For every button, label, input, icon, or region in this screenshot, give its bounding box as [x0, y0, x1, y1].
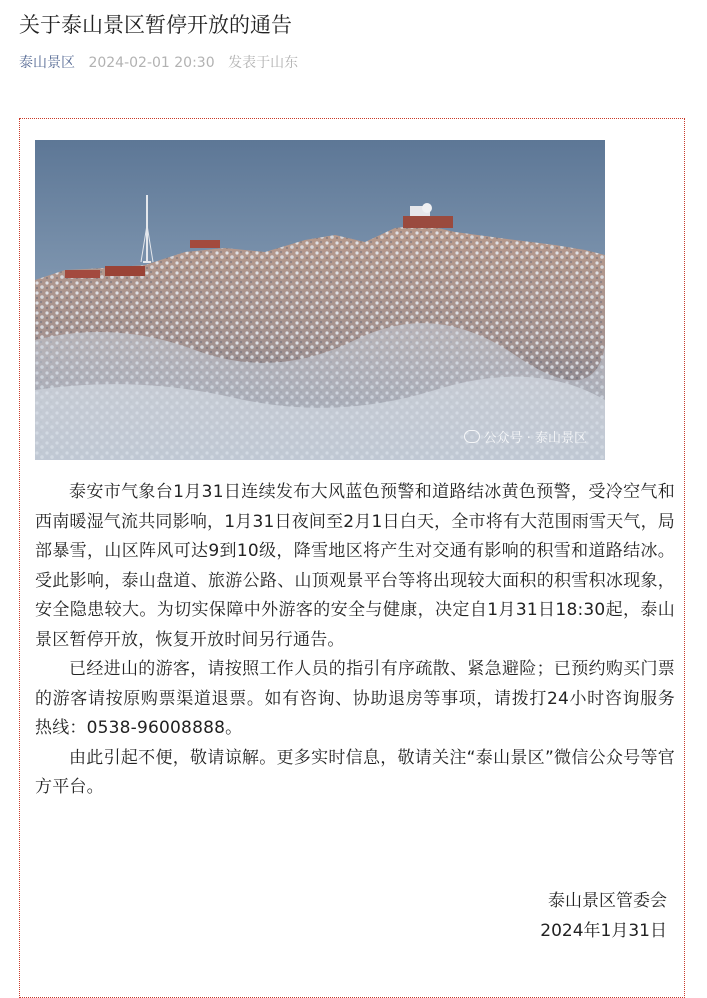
account-name-link[interactable]: 泰山景区 — [19, 55, 75, 71]
snowy-mountain-image — [35, 140, 605, 460]
signature-date: 2024年1月31日 — [540, 921, 667, 941]
signature-block — [540, 886, 667, 946]
paragraph: 由此引起不便，敬请谅解。更多实时信息，敬请关注“泰山景区”微信公众号等官方平台。 — [35, 747, 675, 797]
paragraph: 已经进山的游客，请按照工作人员的指引有序疏散、紧急避险；已预约购买门票的游客请按原购票渠道退票。如有咨询、协助退房等事项，请拨打24小时咨询服务热线：0538-96008888。 — [35, 659, 675, 738]
signature-org: 泰山景区管委会 — [548, 891, 667, 911]
paragraph: 泰安市气象台1月31日连续发布大风蓝色预警和道路结冰黄色预警，受冷空气和西南暖湿气流共同影响，1月31日夜间至2月1日白天，全市将有大范围雨雪天气，局部暴雪，山区阵风可达9到10级，降雪地区将产生对交通有影响的积雪和道路结冰。受此影响，泰山盘道、旅游公路、山顶观景平台等将出现较大面积的积雪积冰现象，安全隐患较大。为切实保障中外游客的安全与健康，决定自1月31日18:30起，泰山景区暂停开放，恢复开放时间另行通告。 — [35, 482, 675, 650]
article-body — [35, 478, 675, 803]
article-title: 关于泰山景区暂停开放的通告 — [19, 13, 292, 37]
wechat-icon — [464, 430, 480, 443]
watermark — [464, 427, 587, 446]
mountain-photo[interactable] — [35, 140, 605, 460]
watermark-text: 公众号 · 泰山景区 — [483, 431, 587, 446]
publish-location: 发表于山东 — [228, 55, 299, 71]
article-meta — [19, 53, 298, 73]
publish-date: 2024-02-01 20:30 — [88, 55, 215, 71]
